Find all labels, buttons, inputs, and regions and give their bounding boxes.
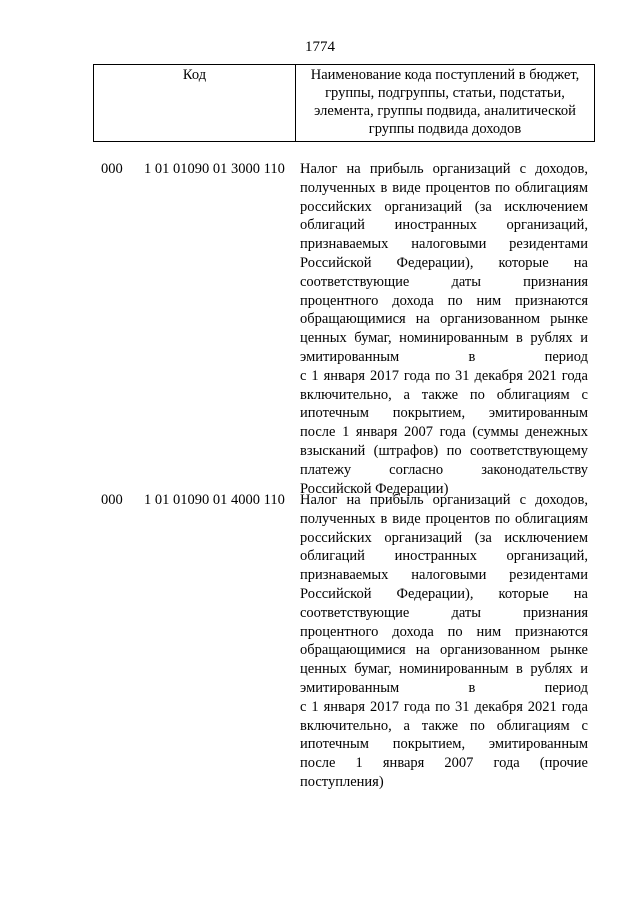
description-line: взысканий (штрафов) по соответствующему — [300, 442, 588, 459]
description-line: российских организаций (за исключением — [300, 198, 588, 215]
description-line: Налог на прибыль организаций с доходов, — [300, 161, 588, 177]
description-line: признаваемых налоговыми резидентами — [300, 567, 588, 584]
description-line: облигаций иностранных организаций, — [300, 217, 588, 234]
description-line: соответствующие даты признания — [300, 273, 588, 290]
description-line: с 1 января 2017 года по 31 декабря 2021 года — [300, 367, 588, 384]
description-line: ипотечным покрытием, эмитированным — [300, 405, 588, 422]
description-line: после 1 января 2007 года (прочие — [300, 755, 588, 772]
header-name-line: группы, подгруппы, статьи, подстатьи, — [325, 85, 565, 101]
description-line: включительно, а также по облигациям с — [300, 386, 588, 403]
description-line: после 1 января 2007 года (суммы денежных — [300, 424, 588, 441]
header-name-column — [296, 65, 594, 141]
description-line: ценных бумаг, номинированным в рублях и — [300, 661, 588, 678]
description-line: эмитированным в период — [300, 679, 588, 696]
description-line: полученных в виде процентов по облигациям — [300, 179, 588, 196]
description-line: признаваемых налоговыми резидентами — [300, 236, 588, 253]
revenue-description — [300, 491, 588, 792]
description-line: ипотечным покрытием, эмитированным — [300, 736, 588, 753]
description-line: Российской Федерации), которые на — [300, 254, 588, 271]
description-line: обращающимися на организованном рынке — [300, 311, 588, 328]
description-line: эмитированным в период — [300, 348, 588, 365]
description-line: ценных бумаг, номинированным в рублях и — [300, 330, 588, 347]
description-line: процентного дохода по ним признаются — [300, 623, 588, 640]
description-line: облигаций иностранных организаций, — [300, 548, 588, 565]
header-name-line: элемента, группы подвида, аналитической — [314, 103, 576, 119]
table-header — [93, 64, 595, 142]
description-line: включительно, а также по облигациям с — [300, 717, 588, 734]
header-code-column: Код — [94, 65, 296, 141]
revenue-description — [300, 160, 588, 498]
admin-code: 000 — [101, 161, 123, 177]
description-line: российских организаций (за исключением — [300, 529, 588, 546]
description-line: процентного дохода по ним признаются — [300, 292, 588, 309]
description-line: соответствующие даты признания — [300, 604, 588, 621]
description-line: Налог на прибыль организаций с доходов, — [300, 492, 588, 508]
description-line: Российской Федерации) — [300, 480, 449, 497]
admin-code: 000 — [101, 492, 123, 508]
header-name-line: группы подвида доходов — [368, 121, 522, 137]
header-name-line: Наименование кода поступлений в бюджет, — [310, 67, 580, 83]
description-line: полученных в виде процентов по облигациям — [300, 510, 588, 527]
description-line: Российской Федерации), которые на — [300, 585, 588, 602]
revenue-code: 1 01 01090 01 4000 110 — [144, 492, 285, 508]
description-line: платежу согласно законодательству — [300, 461, 588, 478]
description-line: обращающимися на организованном рынке — [300, 642, 588, 659]
revenue-code: 1 01 01090 01 3000 110 — [144, 161, 285, 177]
description-line: с 1 января 2017 года по 31 декабря 2021 года — [300, 698, 588, 715]
description-line: поступления) — [300, 773, 384, 790]
page-number: 1774 — [305, 39, 335, 55]
